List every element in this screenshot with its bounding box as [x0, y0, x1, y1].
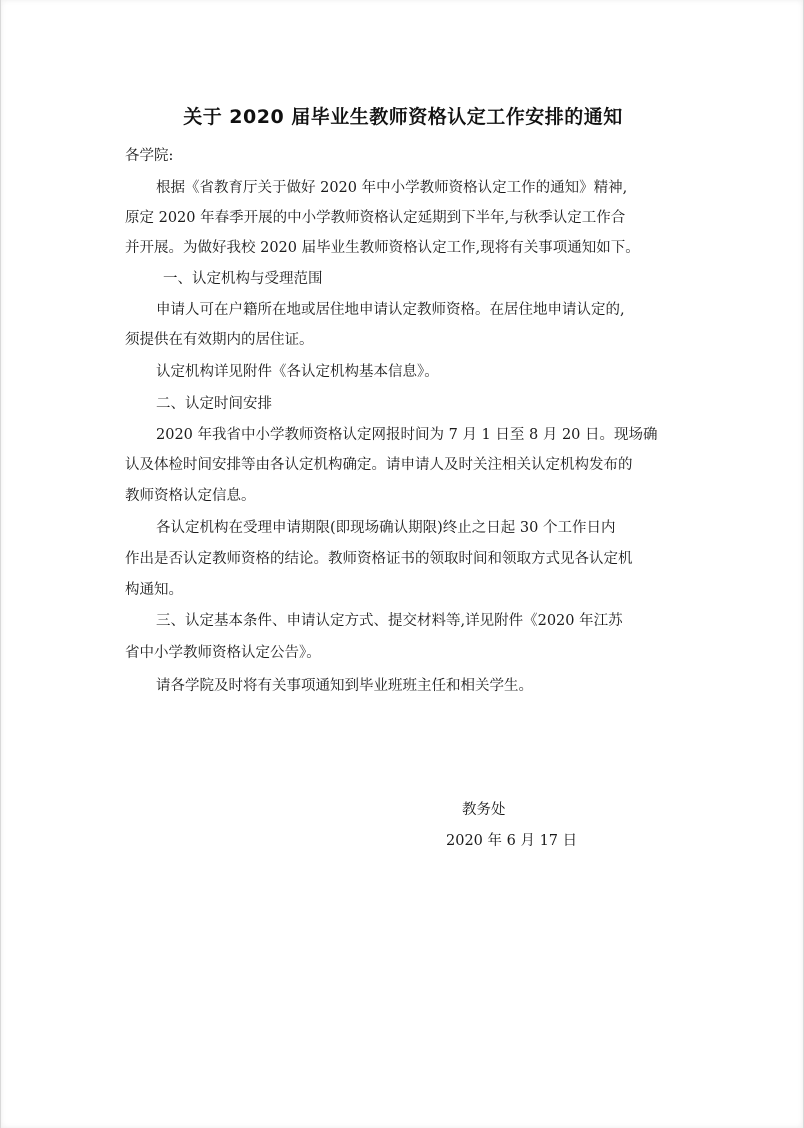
paragraph-5-line-3: 构通知。 — [125, 582, 183, 598]
paragraph-4-line-2: 认及体检时间安排等由各认定机构确定。请申请人及时关注相关认定机构发布的 — [125, 457, 633, 473]
paragraph-7: 请各学院及时将有关事项通知到毕业班班主任和相关学生。 — [156, 678, 533, 694]
paragraph-1-line-1: 根据《省教育厅关于做好 2020 年中小学教师资格认定工作的通知》精神, — [156, 180, 628, 196]
section-heading-1: 一、认定机构与受理范围 — [163, 271, 323, 287]
paragraph-6-line-1: 三、认定基本条件、申请认定方式、提交材料等,详见附件《2020 年江苏 — [156, 613, 623, 629]
paragraph-1-line-3: 并开展。为做好我校 2020 届毕业生教师资格认定工作,现将有关事项通知如下。 — [125, 240, 640, 256]
signature: 教务处 — [462, 802, 506, 818]
paragraph-3: 认定机构详见附件《各认定机构基本信息》。 — [156, 364, 439, 380]
paragraph-1-line-2: 原定 2020 年春季开展的中小学教师资格认定延期到下半年,与秋季认定工作合 — [125, 210, 626, 226]
paragraph-5-line-2: 作出是否认定教师资格的结论。教师资格证书的领取时间和领取方式见各认定机 — [125, 551, 633, 567]
salutation: 各学院: — [125, 148, 174, 164]
paragraph-5-line-1: 各认定机构在受理申请期限(即现场确认期限)终止之日起 30 个工作日内 — [156, 520, 616, 536]
paragraph-4-line-3: 教师资格认定信息。 — [125, 488, 256, 504]
section-heading-2: 二、认定时间安排 — [156, 396, 272, 412]
paragraph-6-line-2: 省中小学教师资格认定公告》。 — [125, 645, 321, 661]
date: 2020 年 6 月 17 日 — [446, 833, 578, 849]
paragraph-2-line-2: 须提供在有效期内的居住证。 — [125, 332, 314, 348]
paragraph-2-line-1: 申请人可在户籍所在地或居住地申请认定教师资格。在居住地申请认定的, — [156, 302, 625, 318]
paragraph-4-line-1: 2020 年我省中小学教师资格认定网报时间为 7 月 1 日至 8 月 20 日。现场确 — [156, 427, 658, 443]
notice-title: 关于 2020 届毕业生教师资格认定工作安排的通知 — [183, 106, 623, 128]
